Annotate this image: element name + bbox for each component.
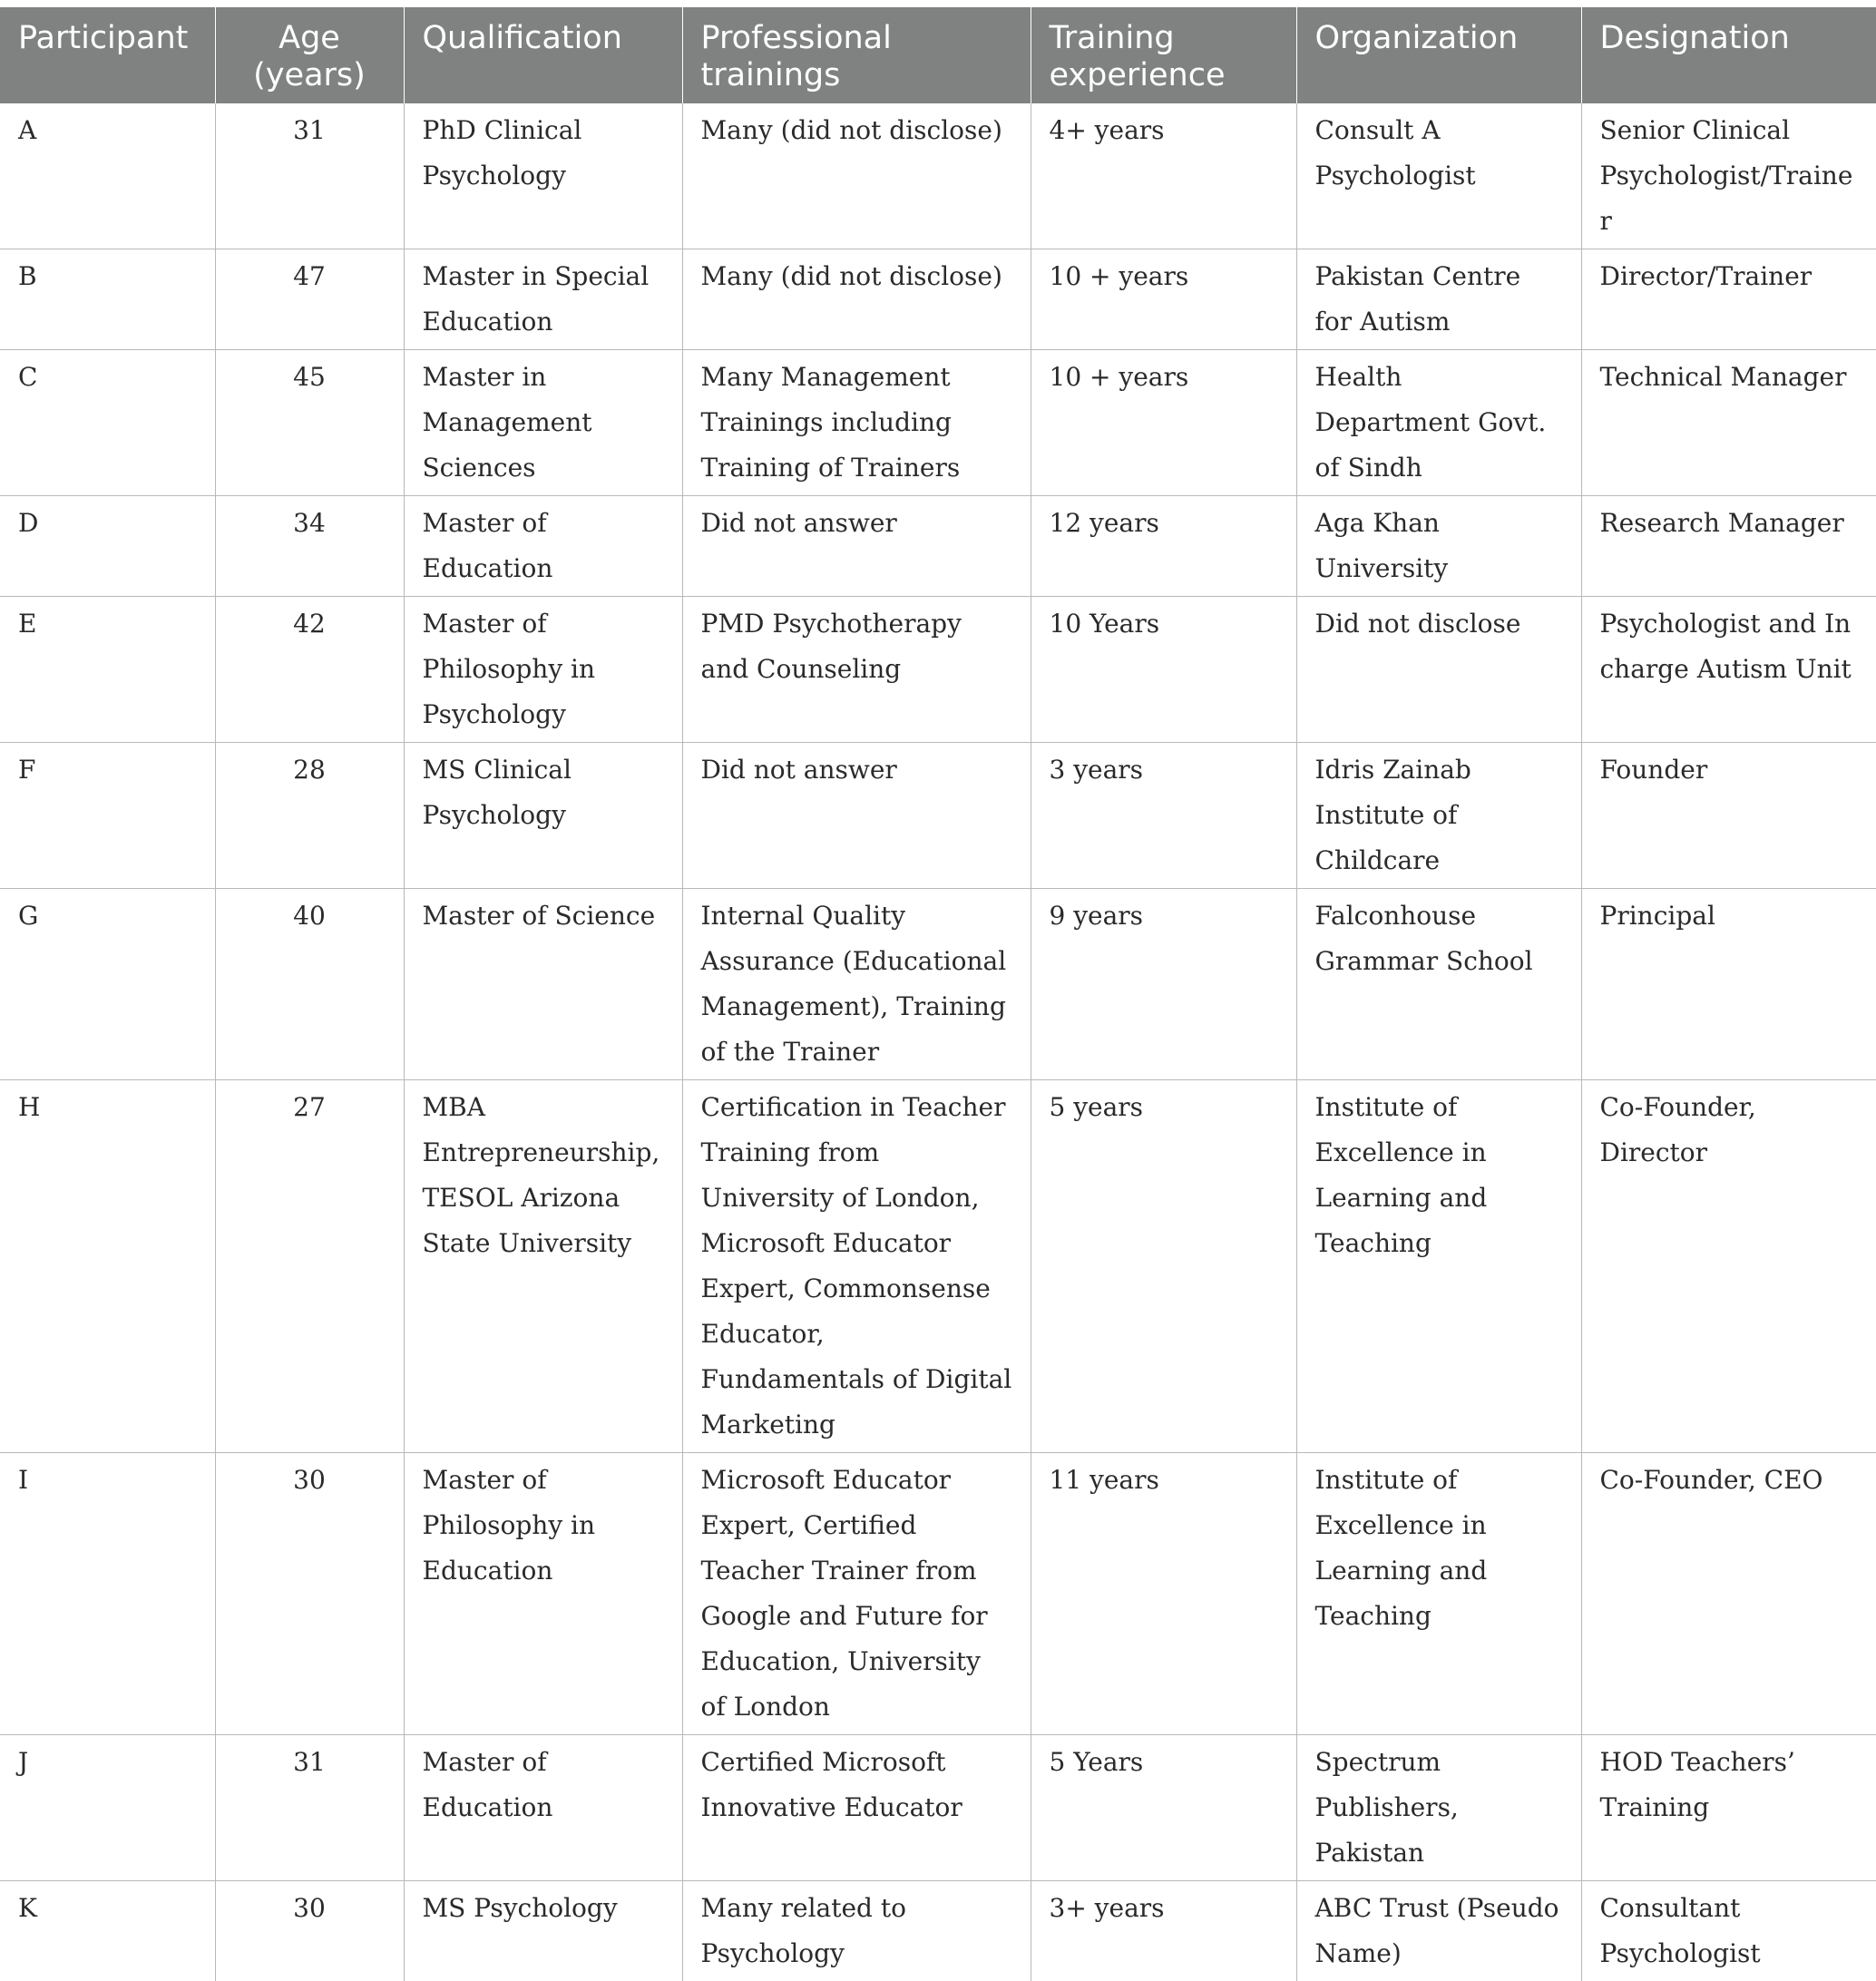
experience-cell: 9 years	[1031, 889, 1296, 1080]
qualification-cell: Master of Science	[404, 889, 682, 1080]
designation-cell: Research Manager	[1581, 496, 1876, 597]
table-row	[0, 1735, 1876, 1881]
age-cell: 40	[215, 889, 404, 1080]
trainings-cell: Microsoft Educator Expert, Certified Teacher Trainer from Google and Future for Education, University of London	[682, 1453, 1031, 1735]
table-row	[0, 743, 1876, 889]
header-organization: Organization	[1296, 7, 1581, 103]
qualification-cell: Master in Management Sciences	[404, 350, 682, 496]
trainings-cell: Certified Microsoft Innovative Educator	[682, 1735, 1031, 1881]
header-qualification: Qualification	[404, 7, 682, 103]
designation-cell: Senior Clinical Psychologist/Trainer	[1581, 103, 1876, 249]
organization-cell: Pakistan Centre for Autism	[1296, 249, 1581, 350]
age-cell: 27	[215, 1080, 404, 1453]
table-row	[0, 1881, 1876, 1981]
participant-cell: C	[0, 350, 215, 496]
participant-cell: D	[0, 496, 215, 597]
experience-cell: 10 Years	[1031, 597, 1296, 743]
experience-cell: 10 + years	[1031, 350, 1296, 496]
participant-cell: E	[0, 597, 215, 743]
trainings-cell: Did not answer	[682, 496, 1031, 597]
organization-cell: ABC Trust (Pseudo Name)	[1296, 1881, 1581, 1981]
table-row	[0, 889, 1876, 1080]
trainings-cell: Many related to Psychology	[682, 1881, 1031, 1981]
participant-cell: H	[0, 1080, 215, 1453]
trainings-cell: Certification in Teacher Training from University of London, Microsoft Educator Expert, Commonsense Educator, Fundamentals of Digital Marketing	[682, 1080, 1031, 1453]
designation-cell: Principal	[1581, 889, 1876, 1080]
age-cell: 45	[215, 350, 404, 496]
organization-cell: Consult A Psychologist	[1296, 103, 1581, 249]
trainings-cell: Did not answer	[682, 743, 1031, 889]
experience-cell: 11 years	[1031, 1453, 1296, 1735]
participant-cell: I	[0, 1453, 215, 1735]
experience-cell: 5 years	[1031, 1080, 1296, 1453]
designation-cell: Co-Founder, CEO	[1581, 1453, 1876, 1735]
age-cell: 34	[215, 496, 404, 597]
designation-cell: Technical Manager	[1581, 350, 1876, 496]
qualification-cell: Master of Philosophy in Psychology	[404, 597, 682, 743]
header-training-experience: Training experience	[1031, 7, 1296, 103]
table-row	[0, 1453, 1876, 1735]
organization-cell: Health Department Govt. of Sindh	[1296, 350, 1581, 496]
table-body	[0, 103, 1876, 1981]
age-cell: 30	[215, 1881, 404, 1981]
qualification-cell: MS Clinical Psychology	[404, 743, 682, 889]
participant-cell: J	[0, 1735, 215, 1881]
participants-table	[0, 7, 1876, 1981]
organization-cell: Idris Zainab Institute of Childcare	[1296, 743, 1581, 889]
table-row	[0, 1080, 1876, 1453]
qualification-cell: Master of Education	[404, 496, 682, 597]
trainings-cell: Internal Quality Assurance (Educational Management), Training of the Trainer	[682, 889, 1031, 1080]
experience-cell: 3+ years	[1031, 1881, 1296, 1981]
participant-cell: F	[0, 743, 215, 889]
table-row	[0, 249, 1876, 350]
organization-cell: Aga Khan University	[1296, 496, 1581, 597]
table-row	[0, 103, 1876, 249]
participant-cell: G	[0, 889, 215, 1080]
organization-cell: Spectrum Publishers, Pakistan	[1296, 1735, 1581, 1881]
header-participant: Participant	[0, 7, 215, 103]
age-cell: 31	[215, 1735, 404, 1881]
experience-cell: 4+ years	[1031, 103, 1296, 249]
experience-cell: 3 years	[1031, 743, 1296, 889]
participant-cell: K	[0, 1881, 215, 1981]
qualification-cell: MS Psychology	[404, 1881, 682, 1981]
qualification-cell: Master of Education	[404, 1735, 682, 1881]
designation-cell: Director/Trainer	[1581, 249, 1876, 350]
table-row	[0, 350, 1876, 496]
designation-cell: Co-Founder, Director	[1581, 1080, 1876, 1453]
experience-cell: 10 + years	[1031, 249, 1296, 350]
designation-cell: Consultant Psychologist	[1581, 1881, 1876, 1981]
trainings-cell: Many Management Trainings including Training of Trainers	[682, 350, 1031, 496]
organization-cell: Institute of Excellence in Learning and Teaching	[1296, 1080, 1581, 1453]
designation-cell: Founder	[1581, 743, 1876, 889]
age-cell: 42	[215, 597, 404, 743]
age-cell: 47	[215, 249, 404, 350]
table-row	[0, 496, 1876, 597]
participant-cell: A	[0, 103, 215, 249]
participant-cell: B	[0, 249, 215, 350]
header-age: Age (years)	[215, 7, 404, 103]
organization-cell: Falconhouse Grammar School	[1296, 889, 1581, 1080]
header-designation: Designation	[1581, 7, 1876, 103]
header-row	[0, 7, 1876, 103]
organization-cell: Institute of Excellence in Learning and Teaching	[1296, 1453, 1581, 1735]
age-cell: 28	[215, 743, 404, 889]
designation-cell: Psychologist and In charge Autism Unit	[1581, 597, 1876, 743]
trainings-cell: Many (did not disclose)	[682, 249, 1031, 350]
table-header	[0, 7, 1876, 103]
qualification-cell: Master in Special Education	[404, 249, 682, 350]
designation-cell: HOD Teachers’ Training	[1581, 1735, 1876, 1881]
header-professional-trainings: Professional trainings	[682, 7, 1031, 103]
qualification-cell: MBA Entrepreneurship, TESOL Arizona State University	[404, 1080, 682, 1453]
experience-cell: 5 Years	[1031, 1735, 1296, 1881]
trainings-cell: PMD Psychotherapy and Counseling	[682, 597, 1031, 743]
qualification-cell: PhD Clinical Psychology	[404, 103, 682, 249]
qualification-cell: Master of Philosophy in Education	[404, 1453, 682, 1735]
age-cell: 31	[215, 103, 404, 249]
table-row	[0, 597, 1876, 743]
organization-cell: Did not disclose	[1296, 597, 1581, 743]
trainings-cell: Many (did not disclose)	[682, 103, 1031, 249]
age-cell: 30	[215, 1453, 404, 1735]
experience-cell: 12 years	[1031, 496, 1296, 597]
